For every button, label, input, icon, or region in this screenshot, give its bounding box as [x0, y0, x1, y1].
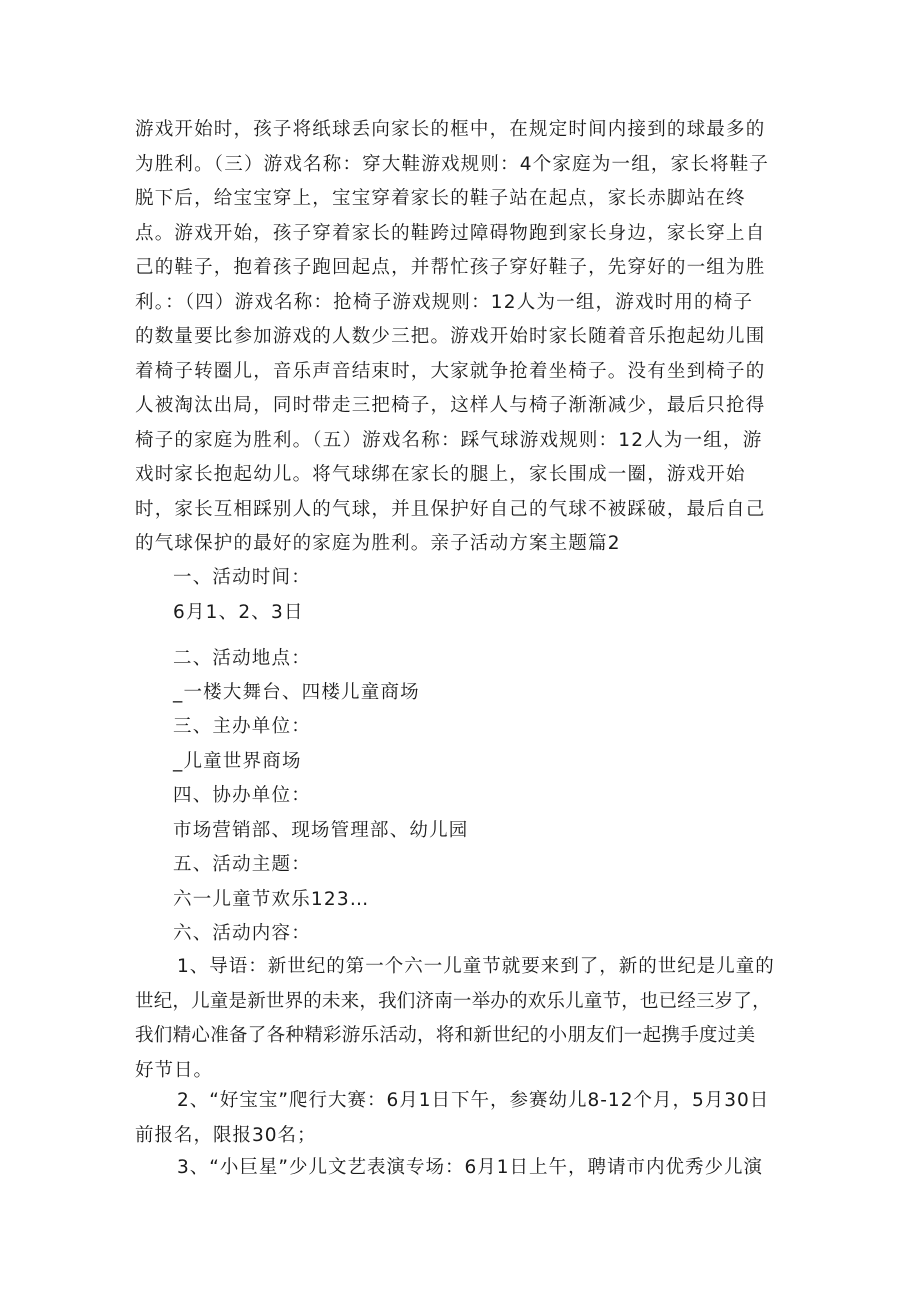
text-line: 点。游戏开始，孩子穿着家长的鞋跨过障碍物跑到家长身边，家长穿上自	[135, 222, 766, 244]
text-line: 利。：（四）游戏名称：抢椅子游戏规则：12人为一组，游戏时用的椅子	[135, 291, 754, 313]
section-heading-host: 三、主办单位：	[173, 716, 311, 737]
section-heading-place: 二、活动地点：	[173, 648, 311, 669]
text-line: 着椅子转圈儿，音乐声音结束时，大家就争抢着坐椅子。没有坐到椅子的	[135, 360, 766, 382]
text-line: 世纪，儿童是新世界的未来，我们济南一举办的欢乐儿童节，也已经三岁了，	[135, 990, 771, 1012]
text-line: 我们精心准备了各种精彩游乐活动，将和新世纪的小朋友们一起携手度过美	[135, 1025, 756, 1046]
text-line: 游戏开始时，孩子将纸球丢向家长的框中，在规定时间内接到的球最多的	[135, 119, 766, 140]
time-value: 6月1、2、3日	[173, 602, 304, 623]
text-line: 好节日。	[135, 1059, 214, 1081]
host-value: _儿童世界商场	[173, 751, 302, 772]
text-line: 3、“小巨星”少儿文艺表演专场：6月1日上午，聘请市内优秀少儿演	[177, 1157, 763, 1178]
text-line: 前报名，限报30名；	[135, 1124, 317, 1146]
text-line: 1、导语：新世纪的第一个六一儿童节就要来到了，新的世纪是儿童的	[177, 956, 775, 977]
text-line: 为胜利。（三）游戏名称：穿大鞋游戏规则：4个家庭为一组，家长将鞋子	[135, 153, 770, 175]
theme-value: 六一儿童节欢乐123…	[173, 889, 370, 910]
text-line: 脱下后，给宝宝穿上，宝宝穿着家长的鞋子站在起点，家长赤脚站在终	[135, 188, 746, 209]
section-heading-time: 一、活动时间：	[173, 567, 311, 588]
text-line: 己的鞋子，抱着孩子跑回起点，并帮忙孩子穿好鞋子，先穿好的一组为胜	[135, 257, 766, 278]
text-line: 时，家长互相踩别人的气球，并且保护好自己的气球不被踩破，最后自己	[135, 498, 766, 520]
co-host-value: 市场营销部、现场管理部、幼儿园	[173, 820, 469, 841]
text-line: 戏时家长抱起幼儿。将气球绑在家长的腿上，家长围成一圈，游戏开始	[135, 464, 746, 485]
section-heading-content: 六、活动内容：	[173, 923, 311, 944]
text-line: 人被淘汰出局，同时带走三把椅子，这样人与椅子渐渐减少，最后只抢得	[135, 395, 766, 416]
place-value: _一楼大舞台、四楼儿童商场	[173, 682, 420, 703]
text-line: 2、“好宝宝”爬行大赛：6月1日下午，参赛幼儿8-12个月，5月30日	[177, 1090, 770, 1111]
section-heading-co-host: 四、协办单位：	[173, 785, 311, 806]
text-line: 椅子的家庭为胜利。（五）游戏名称：踩气球游戏规则：12人为一组，游	[135, 429, 763, 451]
text-line: 的数量要比参加游戏的人数少三把。游戏开始时家长随着音乐抱起幼儿围	[135, 326, 766, 347]
section-heading-theme: 五、活动主题：	[173, 854, 311, 875]
text-line: 的气球保护的最好的家庭为胜利。亲子活动方案主题篇2	[135, 533, 621, 554]
